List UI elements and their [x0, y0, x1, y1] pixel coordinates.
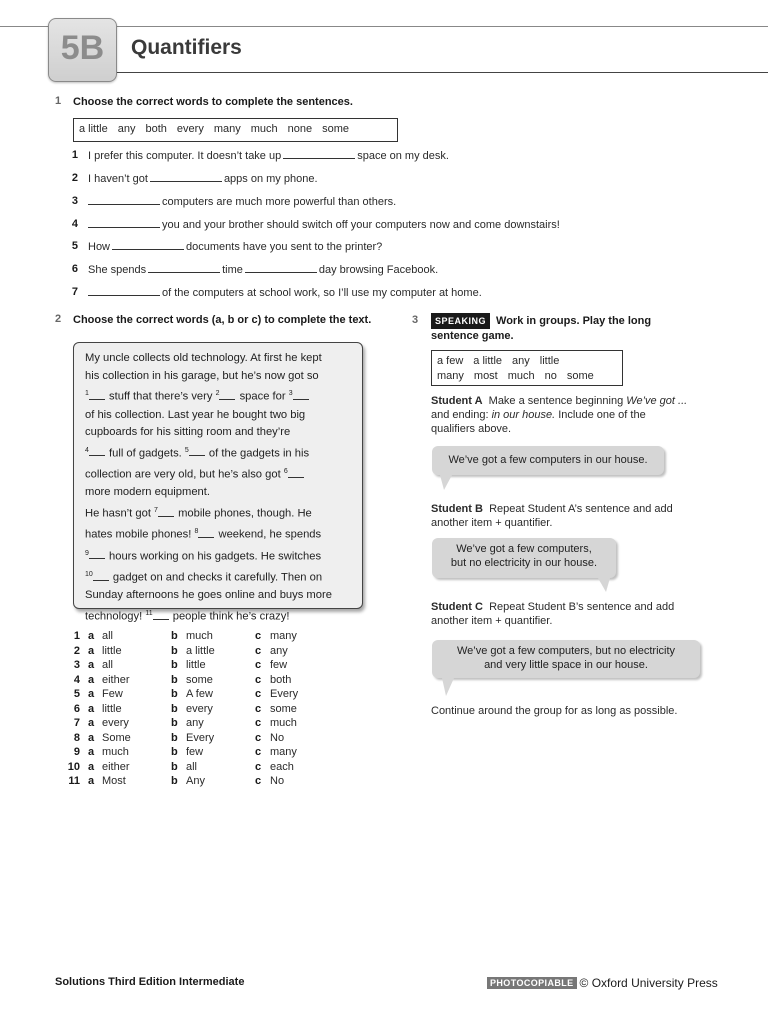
speech-bubble-c: We’ve got a few computers, but no electricity and very little space in our house. — [432, 640, 700, 678]
answer-blank[interactable] — [245, 263, 317, 273]
option-c[interactable]: some — [270, 702, 297, 715]
option-c[interactable]: both — [270, 673, 292, 686]
gap-blank[interactable] — [153, 611, 169, 620]
answer-blank[interactable] — [112, 240, 184, 250]
sentence-number: 4 — [71, 218, 78, 230]
option-b[interactable]: every — [186, 702, 213, 715]
gap-blank[interactable] — [158, 508, 174, 517]
speech-bubble-tail — [598, 578, 610, 592]
unit-badge — [48, 18, 117, 82]
word-chip: some — [322, 123, 350, 135]
word-chip: much — [507, 370, 535, 382]
reading-text: My uncle collects old technology. At first he kept his collection in his garage, but he’s now got so $^1$ stuff that there’s very $^2$ space for $^3$ of his collection. Last year he bought two big cupboards for his sitting room and they’re $^4$ full of gadgets. $^5$ of the gadgets in his collection are very old, but he’s also got $^6$ more modern equipment. He hasn’t got $^7$ mobile phones, though. He hates mobile phones! $^8$ weekend, he spends $^9$ hours working on his gadgets. He switches $^{10}$ gadget on and checks it carefully. Then on Sunday afternoons he goes online and buys more technology! $^{11}$ people think he’s crazy! — [85, 352, 332, 623]
option-c[interactable]: many — [270, 630, 297, 642]
gap-blank[interactable] — [219, 391, 235, 400]
ex1-number: 1 — [55, 95, 62, 107]
gap-blank[interactable] — [288, 469, 304, 478]
option-c[interactable]: each — [270, 760, 294, 773]
sentence-number: 2 — [71, 172, 78, 184]
sentence-3: computers are much more powerful than others. — [86, 195, 396, 208]
ex3-word-box — [431, 350, 623, 386]
word-chip: any — [117, 123, 136, 135]
word-chip: every — [176, 123, 204, 135]
ex1-instruction: Choose the correct words to complete the sentences. — [73, 96, 353, 108]
option-a[interactable]: little — [102, 702, 122, 715]
word-chip: much — [250, 123, 278, 135]
header-rule-bottom — [115, 72, 768, 73]
option-a[interactable]: much — [102, 746, 129, 758]
gap-blank[interactable] — [198, 529, 214, 538]
page-title: Quantifiers — [131, 36, 242, 59]
option-b[interactable]: A few — [186, 688, 213, 700]
option-a[interactable]: all — [102, 659, 114, 671]
option-c[interactable]: No — [270, 731, 285, 744]
student-c-instruction: Student C Repeat Student B’s sentence and add another item + quantifier. — [431, 601, 675, 627]
option-c[interactable]: Every — [270, 688, 299, 700]
reading-text-box — [73, 342, 363, 623]
answer-blank[interactable] — [148, 263, 220, 273]
gap-blank[interactable] — [293, 391, 309, 400]
sentence-7: of the computers at school work, so I’ll use my computer at home. — [86, 286, 482, 299]
ex2-number: 2 — [55, 313, 62, 325]
speech-bubble-a: We’ve got a few computers in our house. — [432, 446, 664, 475]
option-b[interactable]: Every — [186, 731, 215, 744]
word-chip: both — [145, 123, 167, 135]
student-b-instruction: Student B Repeat Student A’s sentence and add another item + quantifier. — [431, 503, 673, 529]
word-chip: no — [544, 370, 557, 382]
gap-blank[interactable] — [89, 391, 105, 400]
sentence-6: She spends time day browsing Facebook. — [88, 264, 439, 276]
option-b[interactable]: little — [186, 659, 206, 671]
option-a[interactable]: all — [102, 630, 114, 642]
sentence-5: How documents have you sent to the printer? — [88, 241, 383, 253]
sentence-number: 3 — [71, 195, 78, 207]
option-a[interactable]: either — [102, 760, 130, 773]
sentence-1: I prefer this computer. It doesn’t take up space on my desk. — [88, 150, 449, 162]
sentence-number: 5 — [71, 240, 78, 252]
option-c[interactable]: much — [270, 717, 297, 729]
footer-book-title: Solutions Third Edition Intermediate — [55, 976, 245, 988]
word-chip: a little — [79, 123, 108, 135]
word-chip: many — [437, 370, 464, 382]
gap-blank[interactable] — [89, 550, 105, 559]
option-a[interactable]: Few — [102, 688, 123, 700]
word-chip: most — [473, 370, 498, 382]
option-b[interactable]: a little — [186, 644, 215, 657]
answer-blank[interactable] — [88, 218, 160, 228]
sentence-2: I haven’t got apps on my phone. — [88, 173, 318, 185]
answer-blank[interactable] — [88, 286, 160, 296]
option-a[interactable]: Some — [102, 731, 131, 744]
word-chip: any — [512, 355, 530, 367]
footer-copyright: PHOTOCOPIABLE © Oxford University Press — [487, 976, 718, 990]
word-chip: some — [566, 370, 594, 382]
option-c[interactable]: many — [270, 746, 297, 758]
unit-label: 5B — [60, 29, 105, 67]
word-chip: none — [287, 123, 313, 135]
ex3-instruction: SPEAKING Work in groups. Play the long sentence game. — [431, 315, 652, 342]
word-chip: little — [539, 355, 560, 367]
option-b[interactable]: few — [186, 746, 204, 758]
gap-blank[interactable] — [93, 572, 109, 581]
option-a[interactable]: either — [102, 673, 130, 686]
sentence-number: 6 — [71, 263, 78, 275]
sentence-number: 7 — [71, 286, 78, 298]
ex2-instruction: Choose the correct words (a, b or c) to complete the text. — [73, 314, 372, 326]
answer-blank[interactable] — [88, 195, 160, 205]
closing-instruction: Continue around the group for as long as possible. — [431, 705, 678, 717]
option-c[interactable]: few — [270, 659, 288, 671]
gap-blank[interactable] — [189, 447, 205, 456]
sentence-number: 1 — [71, 149, 78, 161]
option-c[interactable]: No — [270, 775, 285, 787]
speech-bubble-tail — [440, 475, 452, 490]
option-b[interactable]: any — [186, 717, 204, 729]
option-a[interactable]: every — [102, 717, 129, 729]
option-b[interactable]: all — [186, 760, 198, 773]
sentence-4: you and your brother should switch off your computers now and come downstairs! — [86, 218, 560, 231]
word-chip: many — [213, 123, 241, 135]
word-chip: a few — [437, 355, 464, 367]
option-b[interactable]: Any — [186, 775, 205, 787]
ex3-number: 3 — [412, 314, 419, 326]
option-c[interactable]: any — [270, 644, 288, 657]
speaking-tag: SPEAKING — [431, 313, 490, 329]
answer-blank[interactable] — [283, 149, 355, 159]
speech-bubble-b: We’ve got a few computers, but no electricity in our house. — [432, 538, 616, 578]
photocopiable-badge: PHOTOCOPIABLE — [487, 977, 577, 989]
option-a[interactable]: little — [102, 644, 122, 657]
option-b[interactable]: some — [186, 673, 213, 686]
option-a[interactable]: Most — [102, 775, 126, 787]
option-b[interactable]: much — [186, 630, 213, 642]
student-a-instruction: Student A Make a sentence beginning We’ve got ... and ending: in our house. Include one of the qualifiers above. — [431, 395, 688, 435]
word-chip: a little — [473, 355, 503, 367]
gap-blank[interactable] — [89, 447, 105, 456]
ex1-word-box — [73, 118, 398, 142]
answer-blank[interactable] — [150, 172, 222, 182]
speech-bubble-tail — [442, 678, 454, 696]
